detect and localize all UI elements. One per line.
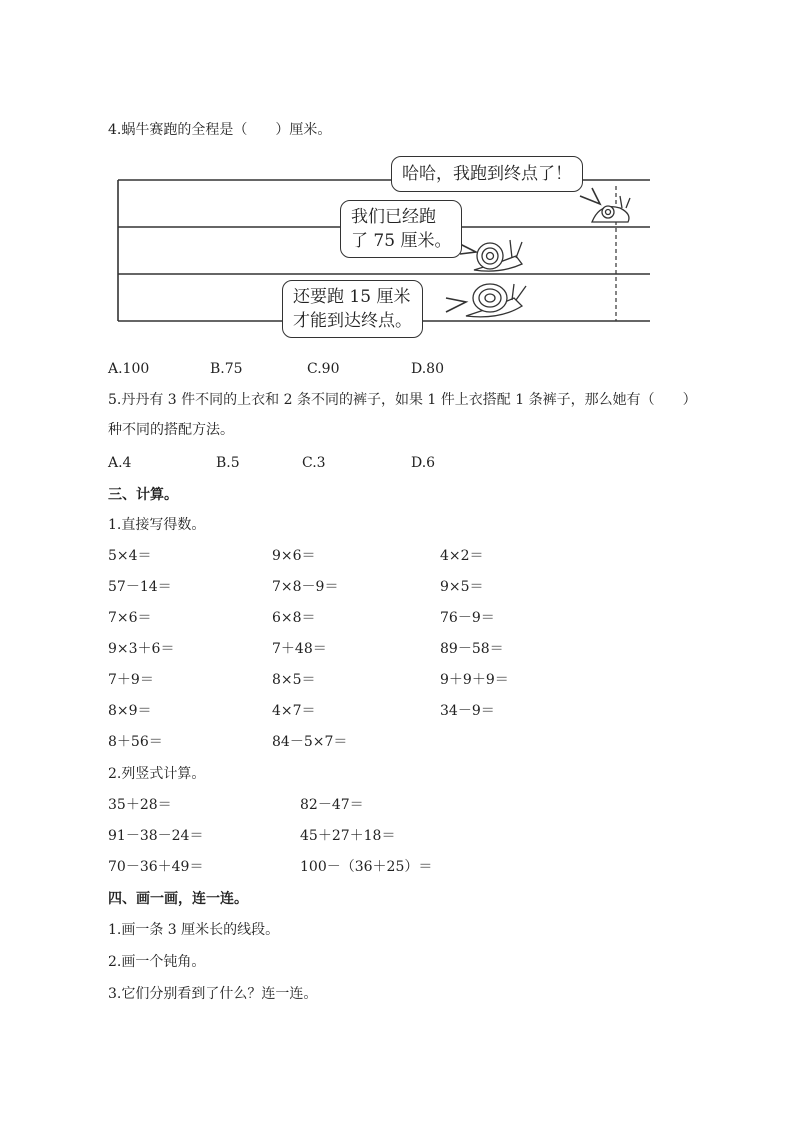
q4-option-d[interactable]: D.80 [411, 361, 444, 377]
bubble-text: 了 75 厘米。 [351, 231, 452, 251]
q4-option-a[interactable]: A.100 [108, 361, 150, 377]
mental-problem: 9×3＋6＝ [108, 641, 175, 657]
q5-option-d[interactable]: D.6 [411, 455, 436, 471]
mental-problem: 6×8＝ [272, 610, 316, 626]
section-3-sub2: 2.列竖式计算。 [108, 766, 206, 782]
q4-option-b[interactable]: B.75 [210, 361, 243, 377]
snail-icon [474, 240, 522, 271]
speech-bubble-15 [282, 280, 423, 338]
mental-problem: 9×6＝ [272, 548, 316, 564]
mental-problem: 89－58＝ [440, 641, 504, 657]
q5-question-line1: 5.丹丹有 3 件不同的上衣和 2 条不同的裤子，如果 1 件上衣搭配 1 条裤子，那么她有（ ） [108, 392, 697, 408]
mental-problem: 34－9＝ [440, 703, 495, 719]
q5-option-b[interactable]: B.5 [216, 455, 240, 471]
speech-bubble-finish [391, 156, 583, 192]
section-4-item: 1.画一条 3 厘米长的线段。 [108, 922, 280, 938]
vertical-problem: 91－38－24＝ [108, 828, 204, 844]
section-4-title: 四、画一画，连一连。 [108, 891, 248, 907]
speech-bubble-75 [340, 200, 462, 258]
mental-problem: 7×6＝ [108, 610, 152, 626]
vertical-problem: 45＋27＋18＝ [300, 828, 396, 844]
mental-problem: 8×5＝ [272, 672, 316, 688]
q4-question: 4.蜗牛赛跑的全程是（ ）厘米。 [108, 122, 332, 138]
mental-problem: 8＋56＝ [108, 734, 163, 750]
mental-problem: 76－9＝ [440, 610, 495, 626]
mental-problem: 7＋48＝ [272, 641, 327, 657]
vertical-problem: 35＋28＝ [108, 797, 172, 813]
mental-problem: 7＋9＝ [108, 672, 154, 688]
snail-icon [466, 284, 526, 317]
q4-option-c[interactable]: C.90 [307, 361, 340, 377]
section-4-item: 2.画一个钝角。 [108, 954, 206, 970]
mental-problem: 4×2＝ [440, 548, 484, 564]
q5-question-line2: 种不同的搭配方法。 [108, 422, 234, 438]
mental-problem: 7×8－9＝ [272, 579, 339, 595]
section-3-title: 三、计算。 [108, 487, 178, 503]
section-3-sub1: 1.直接写得数。 [108, 517, 206, 533]
mental-problem: 4×7＝ [272, 703, 316, 719]
bubble-text: 我们已经跑 [351, 207, 436, 227]
vertical-problem: 82－47＝ [300, 797, 364, 813]
vertical-problem: 100－（36＋25）＝ [300, 859, 433, 875]
mental-problem: 5×4＝ [108, 548, 152, 564]
mental-problem: 57－14＝ [108, 579, 172, 595]
bubble-text: 哈哈，我跑到终点了！ [402, 164, 572, 184]
mental-problem: 9＋9＋9＝ [440, 672, 509, 688]
vertical-problem: 70－36＋49＝ [108, 859, 204, 875]
q5-option-a[interactable]: A.4 [108, 455, 132, 471]
q5-option-c[interactable]: C.3 [302, 455, 326, 471]
mental-problem: 84－5×7＝ [272, 734, 348, 750]
bubble-text: 才能到达终点。 [293, 311, 412, 331]
mental-problem: 9×5＝ [440, 579, 484, 595]
section-4-item: 3.它们分别看到了什么？连一连。 [108, 986, 318, 1002]
mental-problem: 8×9＝ [108, 703, 152, 719]
bubble-text: 还要跑 15 厘米 [293, 287, 411, 307]
